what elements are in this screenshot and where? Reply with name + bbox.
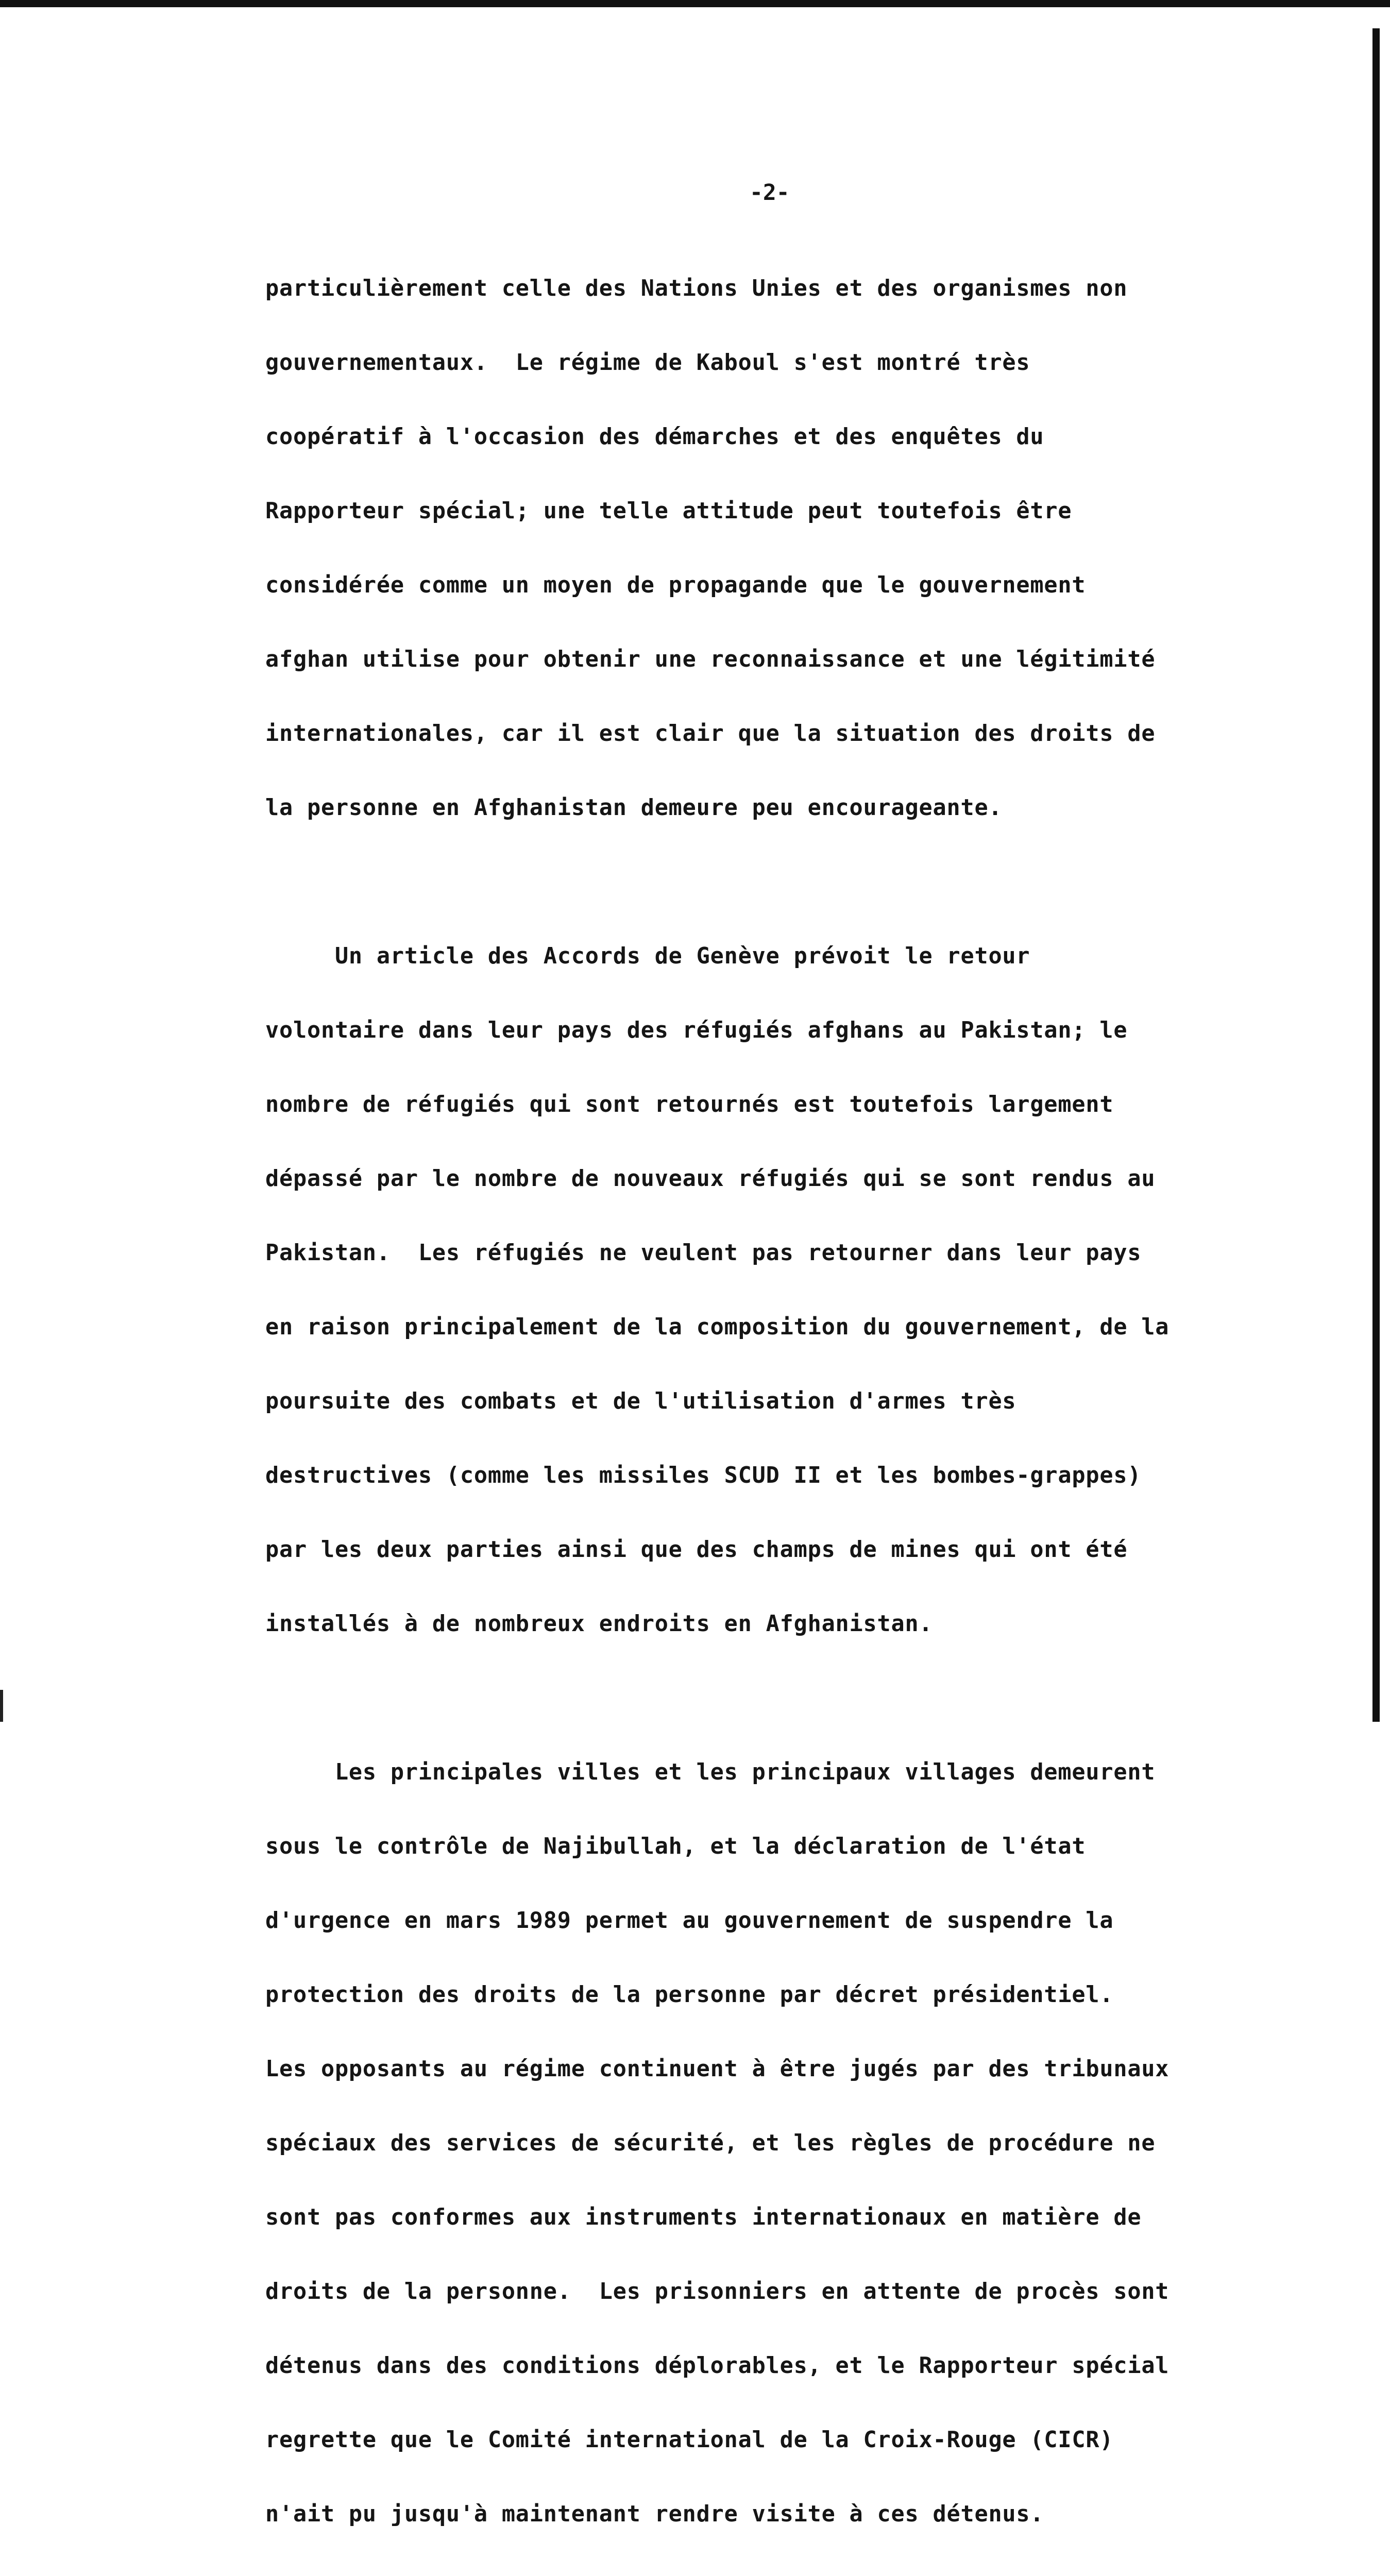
paragraph-line: sont pas conformes aux instruments internationaux en matière de	[265, 2205, 1142, 2230]
paragraph-line: Pakistan. Les réfugiés ne veulent pas retourner dans leur pays	[265, 1240, 1142, 1266]
paragraph-line: regrette que le Comité international de la Croix-Rouge (CICR)	[265, 2427, 1114, 2453]
paragraph-line: volontaire dans leur pays des réfugiés afghans au Pakistan; le	[265, 1018, 1128, 1043]
paragraph-line: installés à de nombreux endroits en Afghanistan.	[265, 1611, 933, 1637]
paragraph-line: d'urgence en mars 1989 permet au gouvernement de suspendre la	[265, 1908, 1114, 1934]
paragraph-line: Les opposants au régime continuent à être jugés par des tribunaux	[265, 2056, 1169, 2082]
paragraph-1	[265, 227, 1301, 870]
paragraph-line: destructives (comme les missiles SCUD II et les bombes-grappes)	[265, 1463, 1142, 1488]
scan-border-right	[1372, 28, 1380, 1722]
paragraph-line: Un article des Accords de Genève prévoit le retour	[265, 943, 1030, 969]
paragraph-line: gouvernementaux. Le régime de Kaboul s'est montré très	[265, 350, 1030, 376]
paragraph-line: dépassé par le nombre de nouveaux réfugiés qui se sont rendus au	[265, 1166, 1156, 1192]
paragraph-line: poursuite des combats et de l'utilisation d'armes très	[265, 1388, 1016, 1414]
paragraph-line: sous le contrôle de Najibullah, et la déclaration de l'état	[265, 1834, 1086, 1859]
page-number: -2-	[750, 180, 790, 206]
paragraph-line: n'ait pu jusqu'à maintenant rendre visite à ces détenus.	[265, 2501, 1044, 2527]
paragraph-line: en raison principalement de la composition du gouvernement, de la	[265, 1314, 1169, 1340]
paragraph-line: droits de la personne. Les prisonniers en attente de procès sont	[265, 2279, 1169, 2304]
paragraph-line: internationales, car il est clair que la situation des droits de	[265, 721, 1156, 747]
paragraph-line: afghan utilise pour obtenir une reconnaissance et une légitimité	[265, 647, 1156, 672]
paragraph-3	[265, 1710, 1301, 2576]
paragraph-line: spéciaux des services de sécurité, et les règles de procédure ne	[265, 2130, 1156, 2156]
paragraph-line: Rapporteur spécial; une telle attitude peut toutefois être	[265, 498, 1072, 524]
paragraph-line: Les principales villes et les principaux villages demeurent	[265, 1759, 1156, 1785]
paragraph-line: la personne en Afghanistan demeure peu encourageante.	[265, 795, 1003, 821]
paragraph-line: nombre de réfugiés qui sont retournés est toutefois largement	[265, 1092, 1114, 1117]
paragraph-line: coopératif à l'occasion des démarches et des enquêtes du	[265, 424, 1044, 450]
paragraph-line: protection des droits de la personne par décret présidentiel.	[265, 1982, 1114, 2008]
paragraph-line: considérée comme un moyen de propagande que le gouvernement	[265, 572, 1086, 598]
paragraph-line: par les deux parties ainsi que des champs de mines qui ont été	[265, 1537, 1128, 1563]
document-body	[265, 227, 1301, 2576]
paragraph-line: détenus dans des conditions déplorables, et le Rapporteur spécial	[265, 2353, 1169, 2379]
paragraph-line: particulièrement celle des Nations Unies et des organismes non	[265, 276, 1128, 301]
scan-border-top	[0, 0, 1390, 7]
paragraph-2	[265, 894, 1301, 1686]
scan-border-left	[0, 1690, 3, 1722]
